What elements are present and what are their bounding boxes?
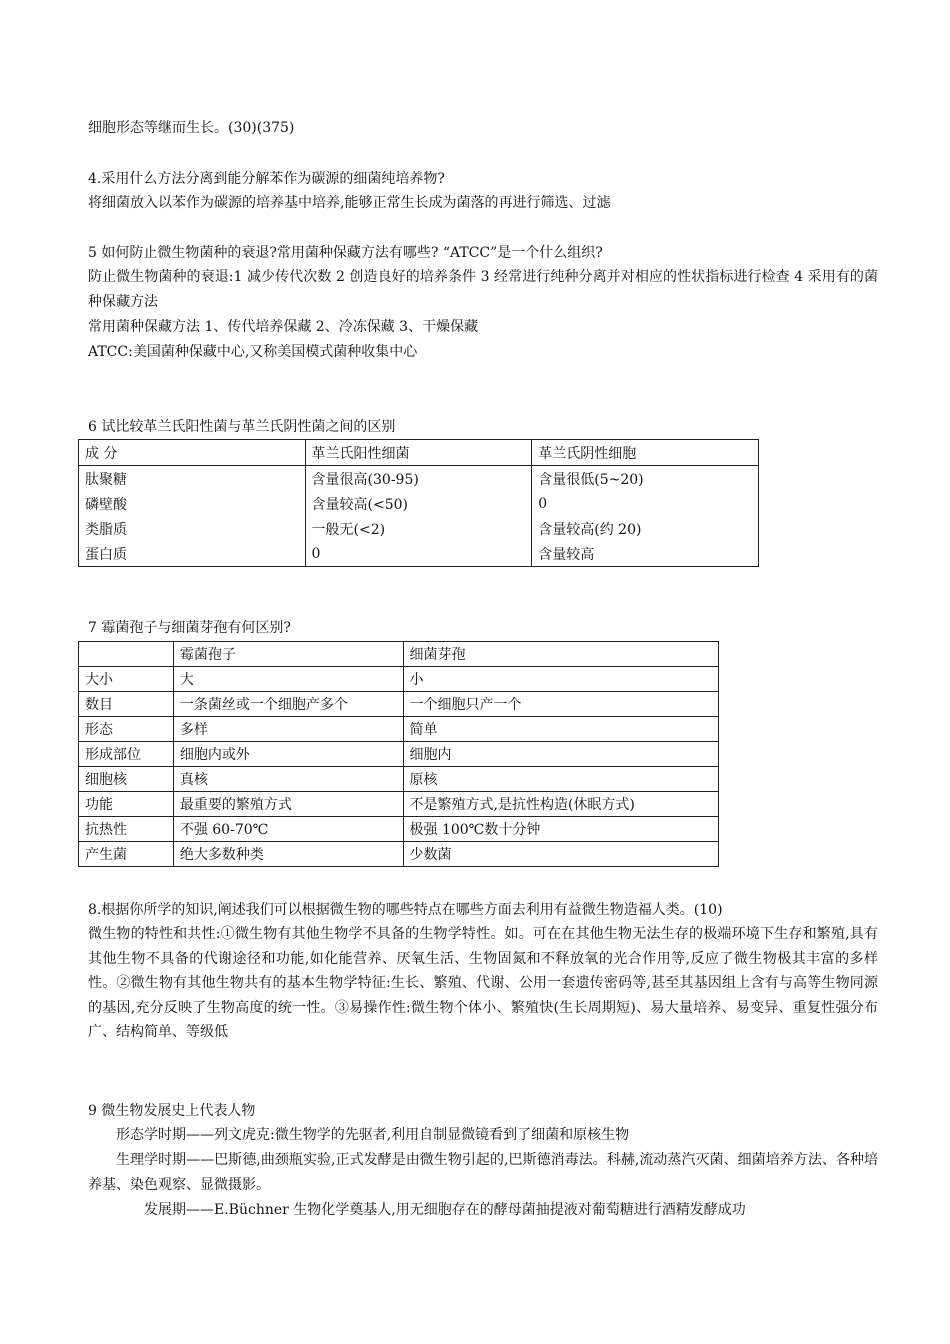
header-cell: 细菌芽孢 <box>403 642 719 667</box>
table-cell: 0 <box>305 541 532 567</box>
table-header-row <box>79 440 759 466</box>
table-cell: 抗热性 <box>79 817 174 842</box>
header-cell: 革兰氏阳性细菌 <box>305 440 532 466</box>
table-cell: 磷壁酸 <box>79 491 306 516</box>
table-cell: 一条菌丝或一个细胞产多个 <box>173 692 403 717</box>
table-cell: 数目 <box>79 692 174 717</box>
header-cell: 成 分 <box>79 440 306 466</box>
table-row <box>79 667 719 692</box>
header-cell: 霉菌孢子 <box>173 642 403 667</box>
table-cell: 含量较高(<50) <box>305 491 532 516</box>
spore-comparison-table <box>78 641 719 867</box>
table-cell: 一般无(<2) <box>305 516 532 541</box>
table-header-row <box>79 642 719 667</box>
table-cell: 肽聚糖 <box>79 466 306 492</box>
answer-4: 将细菌放入以苯作为碳源的培养基中培养,能够正常生长成为菌落的再进行筛选、过滤 <box>88 195 611 211</box>
table-cell: 含量较高(约 20) <box>532 516 759 541</box>
table-row <box>79 516 759 541</box>
table-row <box>79 491 759 516</box>
answer-8: 微生物的特性和共性:①微生物有其他生物学不具备的生物学特性。如。可在在其他生物无法生存的极端环境下生存和繁殖,具有其他生物不具备的代谢途径和功能,如化能营养、厌氧生活、生物固氮和不释放氧的光合作用等,反应了微生物极其丰富的多样性。②微生物有其他生物共有的基本生物学特征:生长、繁殖、代谢、公用一套遗传密码等,甚至其基因组上含有与高等生物同源的基因,充分反映了生物高度的统一性。③易操作性:微生物个体小、繁殖快(生长周期短)、易大量培养、易变异、重复性强分布广、结构简单、等级低 <box>88 926 878 1040</box>
table-cell: 简单 <box>403 717 719 742</box>
table-row <box>79 466 759 492</box>
header-cell: 革兰氏阴性细胞 <box>532 440 759 466</box>
table-cell: 细胞内或外 <box>173 742 403 767</box>
table-cell: 蛋白质 <box>79 541 306 567</box>
table-cell: 类脂质 <box>79 516 306 541</box>
question-8: 8.根据你所学的知识,阐述我们可以根据微生物的哪些特点在哪些方面去利用有益微生物造福人类。(10) <box>88 902 723 918</box>
answer-9-physiology: 生理学时期——巴斯德,曲颈瓶实验,正式发酵是由微生物引起的,巴斯德消毒法。科赫,流动蒸汽灭菌、细菌培养方法、各种培养基、染色观察、显微摄影。 <box>88 1152 878 1193</box>
table-cell: 一个细胞只产一个 <box>403 692 719 717</box>
table-cell: 大小 <box>79 667 174 692</box>
answer-9-development: 发展期——E.Büchner 生物化学奠基人,用无细胞存在的酵母菌抽提液对葡萄糖进行酒精发酵成功 <box>144 1202 746 1218</box>
table-cell: 原核 <box>403 767 719 792</box>
question-4: 4.采用什么方法分离到能分解苯作为碳源的细菌纯培养物? <box>88 171 445 187</box>
table-cell: 绝大多数种类 <box>173 842 403 867</box>
gram-comparison-table <box>78 439 759 567</box>
table-cell: 不强 60-70℃ <box>173 817 403 842</box>
table-row <box>79 541 759 567</box>
table-cell: 细胞内 <box>403 742 719 767</box>
table-row <box>79 767 719 792</box>
table-cell: 细胞核 <box>79 767 174 792</box>
table-cell: 含量很高(30-95) <box>305 466 532 492</box>
table-cell: 产生菌 <box>79 842 174 867</box>
table-cell: 少数菌 <box>403 842 719 867</box>
table-cell: 不是繁殖方式,是抗性构造(休眠方式) <box>403 792 719 817</box>
table-row <box>79 742 719 767</box>
table-cell: 形态 <box>79 717 174 742</box>
question-7: 7 霉菌孢子与细菌芽孢有何区别? <box>88 620 291 636</box>
table-cell: 真核 <box>173 767 403 792</box>
table-cell: 小 <box>403 667 719 692</box>
question-5: 5 如何防止微生物菌种的衰退?常用菌种保藏方法有哪些? “ATCC”是一个什么组织? <box>88 245 603 261</box>
table-cell: 大 <box>173 667 403 692</box>
header-cell <box>79 642 174 667</box>
text-line: 细胞形态等继而生长。(30)(375) <box>88 120 295 136</box>
table-cell: 0 <box>532 491 759 516</box>
answer-5-prevention: 防止微生物菌种的衰退:1 减少传代次数 2 创造良好的培养条件 3 经常进行纯种分离并对相应的性状指标进行检查 4 采用有的菌种保藏方法 <box>88 269 878 310</box>
table-row <box>79 842 719 867</box>
question-6: 6 试比较革兰氏阳性菌与革兰氏阴性菌之间的区别 <box>88 419 396 435</box>
table-cell: 多样 <box>173 717 403 742</box>
table-cell: 极强 100℃数十分钟 <box>403 817 719 842</box>
question-9: 9 微生物发展史上代表人物 <box>88 1103 256 1119</box>
answer-5-methods: 常用菌种保藏方法 1、传代培养保藏 2、冷冻保藏 3、干燥保藏 <box>88 319 479 335</box>
table-cell: 含量很低(5~20) <box>532 466 759 492</box>
table-row <box>79 792 719 817</box>
table-cell: 含量较高 <box>532 541 759 567</box>
answer-5-atcc: ATCC:美国菌种保藏中心,又称美国模式菌种收集中心 <box>88 344 418 360</box>
table-cell: 最重要的繁殖方式 <box>173 792 403 817</box>
table-row <box>79 817 719 842</box>
table-row <box>79 717 719 742</box>
table-cell: 形成部位 <box>79 742 174 767</box>
table-cell: 功能 <box>79 792 174 817</box>
answer-9-morphology: 形态学时期——列文虎克:微生物学的先驱者,利用自制显微镜看到了细菌和原核生物 <box>116 1127 630 1143</box>
table-row <box>79 692 719 717</box>
